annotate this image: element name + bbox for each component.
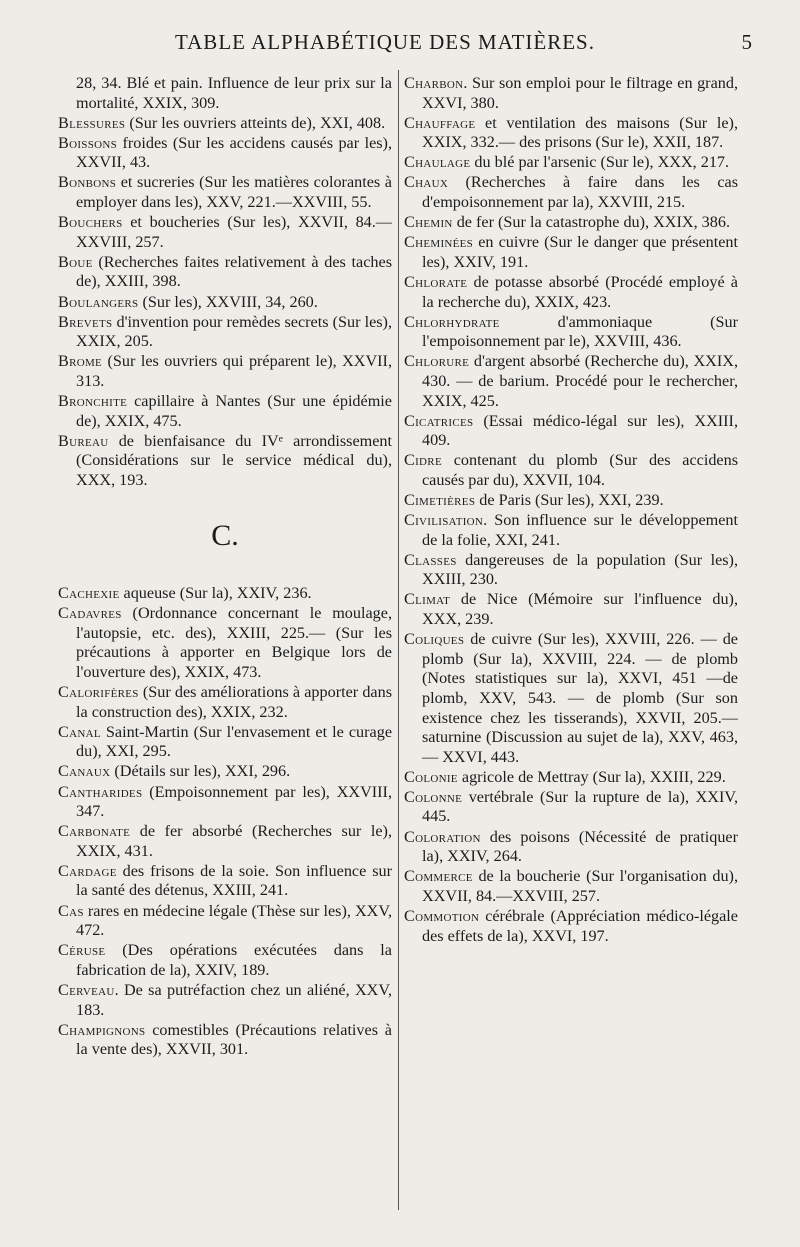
index-entry: [404, 828, 738, 867]
entry-text: (Empoisonnement par les), XXVIII, 347.: [76, 782, 392, 821]
entry-text: (Sur les ouvriers atteints de), XXI, 408.: [125, 113, 386, 132]
index-entry: [58, 253, 392, 292]
entry-headword: Cas: [58, 901, 84, 920]
index-entry: [404, 491, 738, 511]
index-entry: [404, 590, 738, 629]
index-entry: [58, 392, 392, 431]
entry-text: Saint-Martin (Sur l'envasement et le curage du), XXI, 295.: [76, 722, 392, 761]
index-entry: [58, 293, 392, 313]
page-number: 5: [741, 30, 752, 54]
index-entry: [58, 213, 392, 252]
entry-text: de potasse absorbé (Procédé employé à la recherche du), XXIX, 423.: [422, 272, 738, 311]
left-entries-bottom: [58, 584, 392, 1060]
entry-text: (Détails sur les), XXI, 296.: [110, 762, 291, 781]
page-title: TABLE ALPHABÉTIQUE DES MATIÈRES.: [175, 30, 595, 54]
entry-text: froides (Sur les accidens causés par les), XXVII, 43.: [76, 133, 392, 172]
index-entry: [58, 74, 392, 113]
entry-text: du blé par l'arsenic (Sur le), XXX, 217.: [470, 153, 730, 172]
entry-text: 28, 34. Blé et pain. Influence de leur prix sur la mortalité, XXIX, 309.: [76, 74, 392, 112]
entry-headword: Classes: [404, 550, 457, 569]
entry-headword: Colonne: [404, 787, 463, 806]
section-letter: C.: [211, 519, 239, 553]
right-column: [404, 74, 738, 947]
entry-text: (Sur les ouvriers qui préparent le), XXVII, 313.: [76, 352, 392, 390]
entry-headword: Charbon: [404, 74, 464, 92]
entry-headword: Colonie: [404, 767, 458, 786]
entry-text: de Nice (Mémoire sur l'influence du), XXX, 239.: [422, 590, 738, 629]
entry-text: rares en médecine légale (Thèse sur les), XXV, 472.: [76, 901, 392, 940]
entry-text: de fer (Sur la catastrophe du), XXIX, 386.: [452, 213, 731, 232]
index-entry: [404, 768, 738, 788]
entry-text: (Sur des améliorations à apporter dans la construction des), XXIX, 232.: [76, 683, 392, 721]
index-entry: [58, 313, 392, 352]
index-entry: [404, 630, 738, 767]
index-entry: [58, 173, 392, 212]
entry-headword: Chaulage: [404, 153, 471, 172]
entry-headword: Boue: [58, 252, 93, 271]
index-entry: [404, 273, 738, 312]
entry-text: et boucheries (Sur les), XXVII, 84.—XXVIII, 257.: [76, 213, 392, 251]
entry-text: . Sur son emploi pour le filtrage en grand, XXVI, 380.: [422, 74, 738, 112]
index-entry: [404, 788, 738, 827]
index-entry: [58, 762, 392, 782]
entry-headword: Brome: [58, 352, 103, 371]
index-entry: [58, 432, 392, 491]
entry-text: (Des opérations exécutées dans la fabrication de la), XXIV, 189.: [76, 941, 392, 979]
entry-headword: Coliques: [404, 630, 465, 649]
index-entry: [404, 173, 738, 212]
index-entry: [404, 313, 738, 352]
entry-headword: Chauffage: [404, 113, 476, 132]
entry-headword: Chemin: [404, 213, 453, 232]
index-entry: [404, 451, 738, 490]
entry-text: capillaire à Nantes (Sur une épidémie de), XXIX, 475.: [76, 392, 392, 430]
left-entries-top: [58, 74, 392, 490]
entry-text: dangereuses de la population (Sur les), XXIII, 230.: [422, 550, 738, 589]
entry-headword: Brevets: [58, 312, 113, 331]
entry-text: agricole de Mettray (Sur la), XXIII, 229.: [457, 767, 726, 786]
entry-text: (Sur les), XXVIII, 34, 260.: [138, 292, 318, 311]
entry-text: . De sa putréfaction chez un aliéné, XXV, 183.: [76, 980, 392, 1019]
index-entry: [404, 213, 738, 233]
entry-headword: Bonbons: [58, 173, 117, 192]
entry-text: des frisons de la soie. Son influence sur la santé des détenus, XXIII, 241.: [76, 861, 392, 900]
index-entry: [58, 352, 392, 391]
entry-headword: Cidre: [404, 451, 442, 470]
entry-headword: Blessures: [58, 113, 126, 132]
entry-headword: Chaux: [404, 173, 449, 192]
entry-headword: Cardage: [58, 861, 117, 880]
entry-text: (Recherches faites relativement à des taches de), XXIII, 398.: [76, 252, 392, 291]
entry-text: d'ammoniaque (Sur l'empoisonnement par le), XXVIII, 436.: [422, 312, 738, 351]
index-entry: [404, 352, 738, 411]
entry-text: vertébrale (Sur la rupture de la), XXIV, 445.: [422, 787, 738, 826]
entry-text: d'invention pour remèdes secrets (Sur les), XXIX, 205.: [76, 312, 392, 351]
entry-text: des poisons (Nécessité de pratiquer la), XXIV, 264.: [422, 827, 738, 866]
entry-headword: Céruse: [58, 941, 106, 960]
entry-headword: Carbonate: [58, 822, 131, 841]
entry-headword: Cachexie: [58, 584, 120, 603]
entry-text: et sucreries (Sur les matières colorantes à employer dans les), XXV, 221.—XXVIII, 55.: [76, 173, 392, 212]
entry-text: (Recherches à faire dans les cas d'empoisonnement par la), XXVIII, 215.: [422, 173, 738, 212]
entry-text: contenant du plomb (Sur des accidens causés par du), XXVII, 104.: [422, 451, 738, 489]
entry-text: (Ordonnance concernant le moulage, l'autopsie, etc. des), XXIII, 225.— (Sur les précautions à apporter en Belgique lors de l'ouverture des), XXIX, 473.: [76, 604, 392, 681]
column-divider: [398, 70, 399, 1210]
index-entry: [58, 783, 392, 822]
entry-headword: Cerveau: [58, 980, 115, 999]
index-entry: [404, 907, 738, 946]
index-entry: [404, 867, 738, 906]
entry-headword: Calorifères: [58, 683, 139, 702]
entry-text: . Son influence sur le développement de la folie, XXI, 241.: [422, 511, 738, 549]
entry-headword: Bureau: [58, 431, 109, 450]
entry-headword: Cicatrices: [404, 411, 474, 430]
entry-text: de cuivre (Sur les), XXVIII, 226. — de plomb (Sur la), XXVIII, 224. — de plomb (Notes statistiques sur la), XXVI, 451 —de plomb, XXV, 543. — de plomb (Sur son existence chez les tisserands), XXVII, 205.— saturnine (Discussion au sujet de la), XXV, 463, — XXVI, 443.: [422, 630, 738, 766]
entry-headword: Commerce: [404, 867, 473, 886]
entry-headword: Canaux: [58, 762, 111, 781]
index-entry: [58, 114, 392, 134]
index-entry: [404, 153, 738, 173]
index-entry: [58, 134, 392, 173]
entry-text: (Essai médico-légal sur les), XXIII, 409.: [422, 411, 738, 450]
entry-text: aqueuse (Sur la), XXIV, 236.: [119, 584, 312, 603]
index-entry: [58, 604, 392, 682]
index-entry: [58, 981, 392, 1020]
index-entry: [404, 511, 738, 550]
index-entry: [58, 584, 392, 604]
entry-headword: Chlorure: [404, 352, 470, 371]
index-entry: [404, 233, 738, 272]
index-entry: [404, 114, 738, 153]
entry-headword: Cadavres: [58, 604, 122, 623]
entry-headword: Cheminées: [404, 233, 474, 252]
entry-headword: Commotion: [404, 906, 480, 925]
entry-text: comestibles (Précautions relatives à la vente des), XXVII, 301.: [76, 1020, 392, 1059]
index-entry: [404, 74, 738, 113]
index-entry: [58, 862, 392, 901]
entry-text: de la boucherie (Sur l'organisation du), XXVII, 84.—XXVIII, 257.: [422, 867, 738, 905]
entry-headword: Champignons: [58, 1020, 146, 1039]
entry-text: de Paris (Sur les), XXI, 239.: [475, 490, 664, 509]
entry-headword: Bouchers: [58, 213, 123, 232]
index-entry: [404, 412, 738, 451]
right-entries: [404, 74, 738, 946]
entry-headword: Climat: [404, 590, 451, 609]
entry-text: cérébrale (Appréciation médico-légale des effets de la), XXVI, 197.: [422, 906, 738, 945]
index-entry: [58, 822, 392, 861]
entry-headword: Cimetières: [404, 490, 476, 509]
left-column: [58, 74, 392, 1060]
entry-headword: Boulangers: [58, 292, 139, 311]
entry-text: de bienfaisance du IVᵉ arrondissement (Considérations sur le service médical du), XXX, 193.: [76, 431, 392, 489]
entry-headword: Cantharides: [58, 782, 143, 801]
entry-text: de fer absorbé (Recherches sur le), XXIX, 431.: [76, 822, 392, 860]
entry-text: et ventilation des maisons (Sur le), XXIX, 332.— des prisons (Sur le), XXII, 187.: [422, 113, 738, 152]
index-entry: [58, 723, 392, 762]
index-entry: [58, 941, 392, 980]
entry-headword: Bronchite: [58, 392, 128, 410]
entry-headword: Chlorhydrate: [404, 312, 500, 331]
entry-text: d'argent absorbé (Recherche du), XXIX, 430. — de barium. Procédé pour le rechercher, XXIX, 425.: [422, 352, 738, 410]
index-entry: [58, 902, 392, 941]
index-entry: [58, 683, 392, 722]
entry-text: en cuivre (Sur le danger que présentent les), XXIV, 191.: [422, 233, 738, 271]
entry-headword: Canal: [58, 722, 101, 741]
entry-headword: Chlorate: [404, 272, 468, 291]
page-header: [60, 30, 752, 64]
index-entry: [58, 1021, 392, 1060]
entry-headword: Coloration: [404, 827, 481, 846]
index-entry: [404, 551, 738, 590]
entry-headword: Civilisation: [404, 511, 484, 530]
entry-headword: Boissons: [58, 133, 118, 152]
